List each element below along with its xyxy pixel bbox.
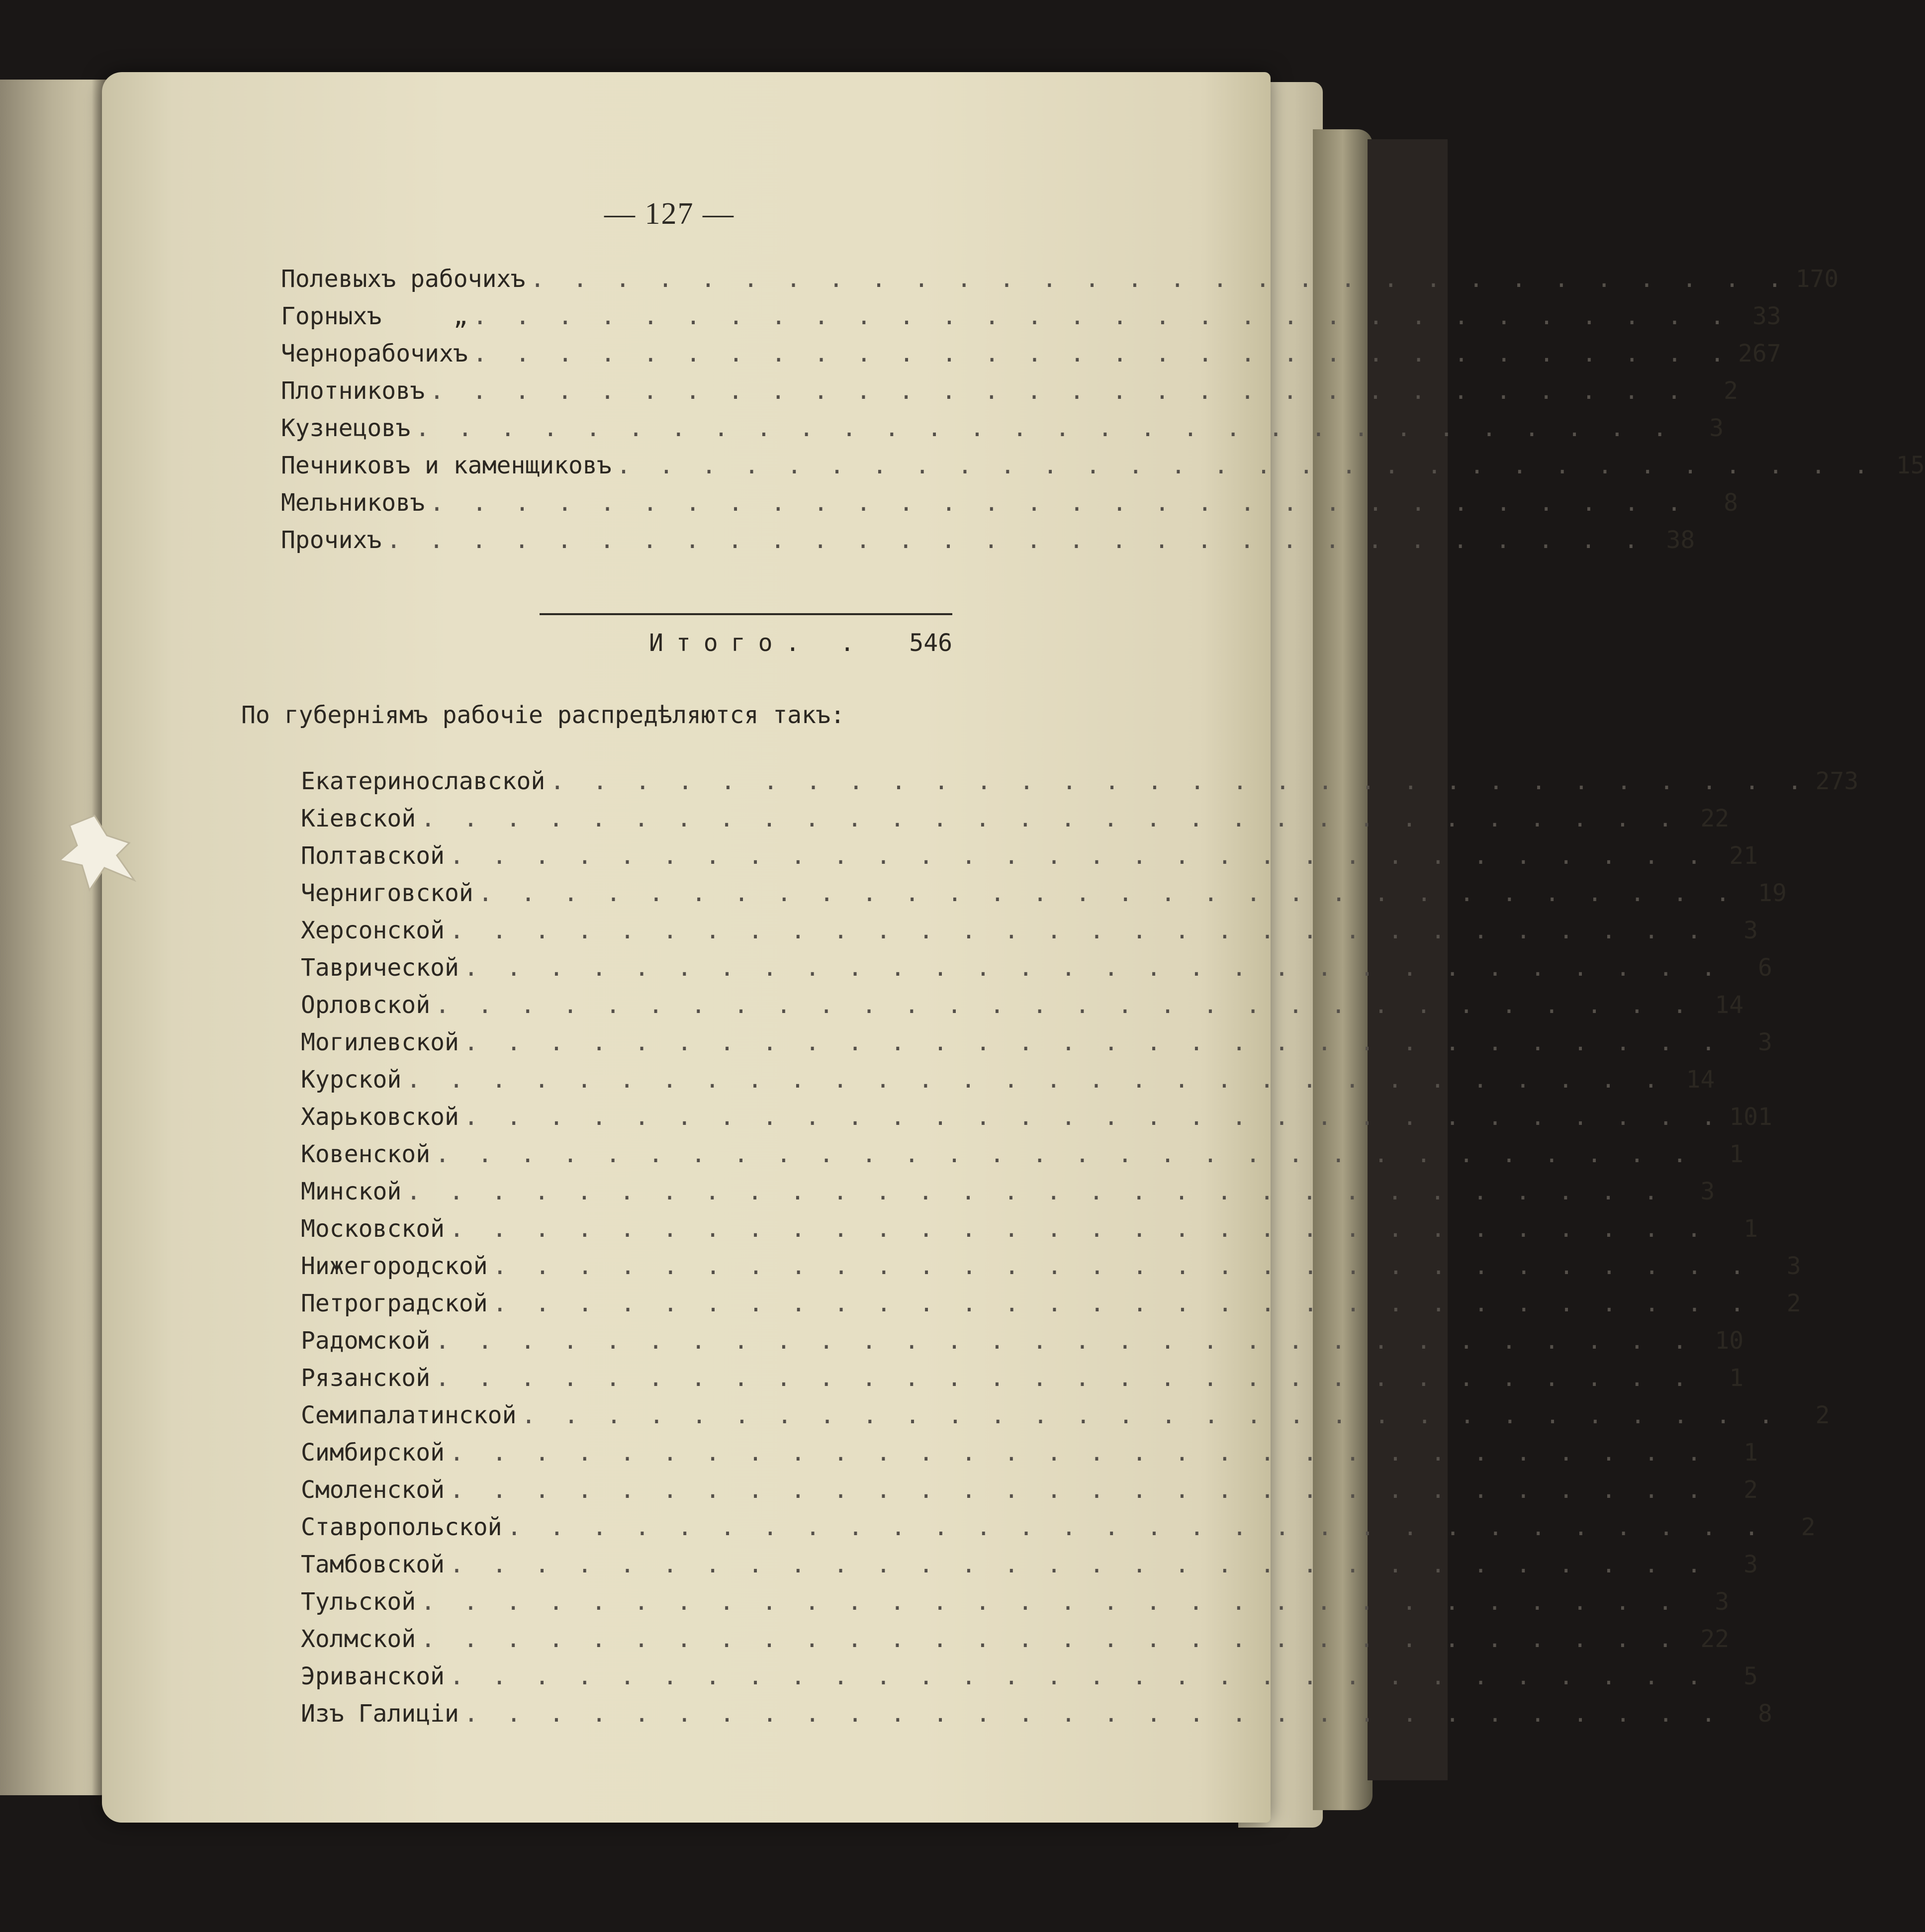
- leader-dots: . . . . . . . . . . . . . . . . . . . . . . . . . . . . . .: [449, 1476, 1708, 1504]
- province-row-value: 3: [1715, 1588, 1730, 1616]
- province-row-value: 2: [1743, 1476, 1758, 1504]
- province-row-value: 3: [1758, 1028, 1772, 1056]
- leader-dots: . . . . . . . . . . . . . . . . . . . . . . . . . . . . . .: [449, 1439, 1708, 1467]
- province-row: [301, 1178, 1715, 1214]
- leader-dots: . . . . . . . . . . . . . . . . . . . . . . . . . . . . . .: [449, 1551, 1708, 1578]
- sum-rule: [540, 613, 952, 615]
- occupation-row-label: Кузнецовъ: [281, 414, 411, 442]
- leader-dots: . . . . . . . . . . . . . . . . . . . . . . . . . . . . . .: [421, 1588, 1680, 1616]
- province-row-label: Харьковской: [301, 1103, 459, 1131]
- province-row: [301, 1252, 1801, 1289]
- province-row-label: Симбирской: [301, 1439, 445, 1467]
- leader-dots: . . . . . . . . . . . . . . . . . . . . . . . . . . . . . .: [415, 414, 1674, 442]
- province-row-label: Курской: [301, 1066, 402, 1094]
- province-row-value: 3: [1743, 1551, 1758, 1578]
- province-row-label: Таврической: [301, 954, 459, 982]
- province-row-label: Орловской: [301, 991, 431, 1019]
- province-row-value: 2: [1815, 1401, 1830, 1429]
- leader-dots: . . . . . . . . . . . . . . . . . . . . . . . . . . . . . .: [492, 1252, 1751, 1280]
- leader-dots: . . . . . . . . . . . . . . . . . . . . . . . . . . . . . .: [429, 489, 1688, 517]
- province-row-value: 14: [1715, 991, 1744, 1019]
- occupation-row: [281, 265, 1839, 302]
- leader-dots: . . . . . . . . . . . . . . . . . . . . . . . . . . . . . .: [550, 767, 1809, 795]
- province-row: [301, 879, 1787, 916]
- province-row-value: 10: [1715, 1327, 1744, 1355]
- occupation-row-label: Печниковъ и каменщиковъ: [281, 452, 612, 479]
- leader-dots: . . . . . . . . . . . . . . . . . . . . . . . . . . . . . .: [406, 1178, 1665, 1205]
- province-row-label: Ковенской: [301, 1140, 431, 1168]
- province-row-label: Изъ Галиціи: [301, 1700, 459, 1728]
- leader-dots: . . . . . . . . . . . . . . . . . . . . . . . . . . . . . .: [421, 805, 1680, 832]
- province-row-label: Екатеринославской: [301, 767, 546, 795]
- leader-dots: . . . . . . . . . . . . . . . . . . . . . . . . . . . . . .: [492, 1289, 1751, 1317]
- leader-dots: . . . . . . . . . . . . . . . . . . . . . . . . . . . . . .: [478, 879, 1737, 907]
- occupation-row-label: Мельниковъ: [281, 489, 425, 517]
- province-row-value: 2: [1786, 1289, 1801, 1317]
- province-row-value: 1: [1729, 1364, 1744, 1392]
- leader-dots: . . . . . . . . . . . . . . . . . . . . . . . . . . . . . .: [472, 302, 1732, 330]
- province-row: [301, 1513, 1816, 1550]
- occupation-row: [281, 526, 1695, 563]
- occupation-row-value: 170: [1795, 265, 1839, 293]
- province-row-label: Кіевской: [301, 805, 416, 832]
- occupation-row-value: 33: [1752, 302, 1781, 330]
- province-row-label: Радомской: [301, 1327, 431, 1355]
- leader-dots: . . . . . . . . . . . . . . . . . . . . . . . . . . . . . .: [429, 377, 1688, 405]
- province-row-value: 1: [1729, 1140, 1744, 1168]
- province-row-value: 3: [1700, 1178, 1715, 1205]
- province-row: [301, 805, 1730, 841]
- occupation-row-value: 15: [1896, 452, 1925, 479]
- total-label: Итого. .: [649, 629, 868, 657]
- occupation-row-value: 267: [1738, 340, 1781, 368]
- province-row-value: 5: [1743, 1662, 1758, 1690]
- province-row: [301, 1588, 1730, 1625]
- province-row-label: Минской: [301, 1178, 402, 1205]
- province-row-label: Херсонской: [301, 917, 445, 944]
- province-row-label: Тамбовской: [301, 1551, 445, 1578]
- province-row: [301, 1439, 1758, 1475]
- province-row-label: Смоленской: [301, 1476, 445, 1504]
- leader-dots: . . . . . . . . . . . . . . . . . . . . . . . . . . . . . .: [449, 842, 1708, 870]
- leader-dots: . . . . . . . . . . . . . . . . . . . . . . . . . . . . . .: [435, 1327, 1694, 1355]
- province-row: [301, 991, 1744, 1028]
- occupation-row-value: 8: [1724, 489, 1738, 517]
- province-row: [301, 1551, 1758, 1587]
- leader-dots: . . . . . . . . . . . . . . . . . . . . . . . . . . . . . .: [463, 1700, 1723, 1728]
- province-row-value: 1: [1743, 1215, 1758, 1243]
- leader-dots: . . . . . . . . . . . . . . . . . . . . . . . . . . . . . .: [435, 991, 1694, 1019]
- province-row-value: 6: [1758, 954, 1772, 982]
- leader-dots: . . . . . . . . . . . . . . . . . . . . . . . . . . . . . .: [406, 1066, 1665, 1094]
- province-row: [301, 1700, 1772, 1737]
- province-row-value: 2: [1801, 1513, 1816, 1541]
- province-row: [301, 1625, 1730, 1662]
- province-row-label: Семипалатинской: [301, 1401, 517, 1429]
- province-row-label: Петроградской: [301, 1289, 488, 1317]
- province-row: [301, 1140, 1744, 1177]
- occupation-row: [281, 452, 1925, 488]
- leader-dots: . . . . . . . . . . . . . . . . . . . . . . . . . . . . . .: [449, 917, 1708, 944]
- province-row-label: Московской: [301, 1215, 445, 1243]
- province-row-value: 273: [1815, 767, 1859, 795]
- province-row: [301, 1401, 1830, 1438]
- province-row-label: Черниговской: [301, 879, 473, 907]
- occupation-row-label: Чернорабочихъ: [281, 340, 468, 368]
- leader-dots: . . . . . . . . . . . . . . . . . . . . . . . . . . . . . .: [435, 1364, 1694, 1392]
- province-row: [301, 1028, 1772, 1065]
- occupation-row-value: 2: [1724, 377, 1738, 405]
- occupation-row: [281, 489, 1738, 526]
- province-row: [301, 1215, 1758, 1252]
- occupation-row: [281, 340, 1781, 376]
- province-row-value: 8: [1758, 1700, 1772, 1728]
- province-row: [301, 1476, 1758, 1513]
- province-row-value: 21: [1729, 842, 1758, 870]
- leader-dots: . . . . . . . . . . . . . . . . . . . . . . . . . . . . . .: [421, 1625, 1680, 1653]
- province-row-label: Полтавской: [301, 842, 445, 870]
- occupation-row: [281, 302, 1781, 339]
- province-row-value: 3: [1786, 1252, 1801, 1280]
- province-row: [301, 1066, 1715, 1103]
- leader-dots: . . . . . . . . . . . . . . . . . . . . . . . . . . . . . .: [386, 526, 1646, 554]
- occupation-row-label: Горныхъ „: [281, 302, 468, 330]
- leader-dots: . . . . . . . . . . . . . . . . . . . . . . . . . . . . . .: [435, 1140, 1694, 1168]
- leader-dots: . . . . . . . . . . . . . . . . . . . . . . . . . . . . . .: [449, 1215, 1708, 1243]
- occupation-row-label: Полевыхъ рабочихъ: [281, 265, 526, 293]
- province-intro-text: По губерніямъ рабочіе распредѣляются такъ:: [241, 701, 845, 729]
- province-row-label: Холмской: [301, 1625, 416, 1653]
- province-row-value: 22: [1700, 1625, 1730, 1653]
- province-row-value: 101: [1729, 1103, 1772, 1131]
- leader-dots: . . . . . . . . . . . . . . . . . . . . . . . . . . . . . .: [530, 265, 1789, 293]
- occupation-row-label: Прочихъ: [281, 526, 382, 554]
- province-row: [301, 1662, 1758, 1699]
- province-row: [301, 917, 1758, 953]
- province-row: [301, 1289, 1801, 1326]
- leader-dots: . . . . . . . . . . . . . . . . . . . . . . . . . . . . . .: [507, 1513, 1766, 1541]
- total-value: 546: [909, 629, 952, 657]
- leader-dots: . . . . . . . . . . . . . . . . . . . . . . . . . . . . . .: [449, 1662, 1708, 1690]
- province-row: [301, 1327, 1744, 1364]
- leader-dots: . . . . . . . . . . . . . . . . . . . . . . . . . . . . . .: [463, 1028, 1723, 1056]
- province-row-label: Эриванской: [301, 1662, 445, 1690]
- occupation-row: [281, 377, 1738, 414]
- province-row-label: Тульской: [301, 1588, 416, 1616]
- province-row-value: 22: [1700, 805, 1730, 832]
- occupation-row-label: Плотниковъ: [281, 377, 425, 405]
- occupation-row: [281, 414, 1724, 451]
- province-row-value: 14: [1686, 1066, 1715, 1094]
- leader-dots: . . . . . . . . . . . . . . . . . . . . . . . . . . . . . .: [472, 340, 1732, 368]
- province-row-value: 19: [1758, 879, 1787, 907]
- leader-dots: . . . . . . . . . . . . . . . . . . . . . . . . . . . . . .: [616, 452, 1875, 479]
- province-row: [301, 1364, 1744, 1401]
- province-row: [301, 1103, 1772, 1140]
- occupation-row-value: 38: [1666, 526, 1695, 554]
- total-row: [649, 629, 952, 666]
- province-row-label: Могилевской: [301, 1028, 459, 1056]
- province-row: [301, 842, 1758, 879]
- province-row-value: 1: [1743, 1439, 1758, 1467]
- torn-paper-fragment: [60, 816, 134, 890]
- page-number: — 127 —: [604, 197, 734, 231]
- province-row: [301, 767, 1859, 804]
- leader-dots: . . . . . . . . . . . . . . . . . . . . . . . . . . . . . .: [463, 1103, 1723, 1131]
- province-row-label: Ставропольской: [301, 1513, 502, 1541]
- province-row-value: 3: [1743, 917, 1758, 944]
- province-row-label: Рязанской: [301, 1364, 431, 1392]
- province-row: [301, 954, 1772, 991]
- occupation-row-value: 3: [1709, 414, 1724, 442]
- leader-dots: . . . . . . . . . . . . . . . . . . . . . . . . . . . . . .: [463, 954, 1723, 982]
- leader-dots: . . . . . . . . . . . . . . . . . . . . . . . . . . . . . .: [521, 1401, 1780, 1429]
- province-row-label: Нижегородской: [301, 1252, 488, 1280]
